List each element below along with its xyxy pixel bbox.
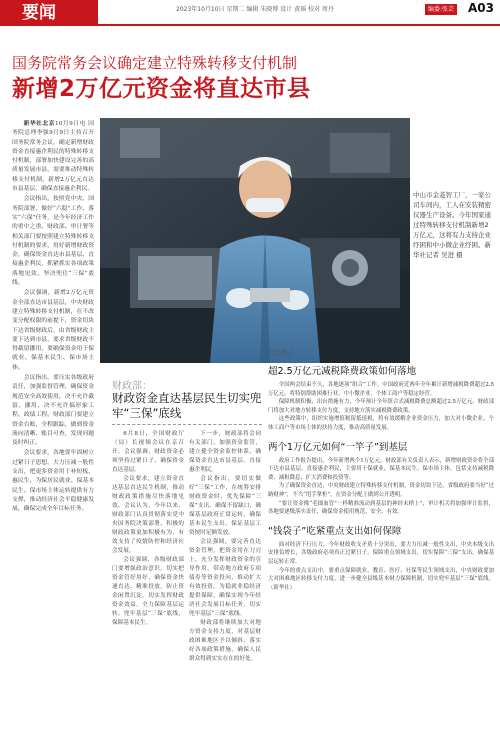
focus-column (268, 346, 494, 746)
article-paragraph: 会议指出，要压实各级政府责任，加强监督管理，确保资金规范安全高效使用，决不允许截留、挪用，决不允许搞形象工程、政绩工程。财政部门要建立资金台账，全程跟踪，做到资金流向清晰、账目可查，发现问题及时纠正。 (12, 375, 94, 447)
sub-article-kicker: 财政部： (112, 381, 152, 392)
article-paragraph: 会议要求，各地要牢固树立过紧日子思想，大力压减一般性支出，把更多资金用于补短板、惠民生，为保居民就业、保基本民生、保市场主体运转提供有力支撑，推动经济社会平稳健康发展，确保完成全年目标任务。 (12, 450, 94, 513)
article-paragraph: 会议要求，建立资金直达基层直达民生机制，推动财政政策措施尽快落地见效。会议认为，今年以来，财政部门认真贯彻落实党中央国务院决策部署，积极的财政政策更加积极有为，有效支持了疫情防控和经济社会发展。 (112, 476, 184, 554)
photo-caption: 中山市金菱智工厂，一家公司车间内，工人在安装精密仪器生产设备。今年国家通过特殊转移支付机制新增2万亿元，这将有力支持企业纾困和中小微企业纾困。新华社记者 吴进 摄 (413, 191, 491, 259)
sub-article-column-2 (189, 430, 261, 740)
article-paragraph: 会议强调，各级财政部门要增强政治意识，切实把资金管好用好，确保资金快速直达、精准投放，防止资金闲置沉淀，切实发挥财政资金效益，全力保障基层运转，兜牢基层“三保”底线，保障基本民生。 (112, 557, 184, 626)
divider (112, 424, 262, 425)
focus-title-3: “钱袋子”吃紧重点支出如何保障 (268, 525, 402, 537)
article-paragraph: 政府工作报告提出，今年新增两个1万亿元。财政部有关负责人表示，新增财政资金将全部下达市县基层，直接惠企利民，主要用于保就业、保基本民生、保市场主体，包括支持减税降费、减租降息、扩大消费和投资等。 (268, 457, 494, 481)
focus-kicker: 关注焦点 (268, 349, 294, 357)
article-paragraph: 会议指出，按照党中央、国务院部署，做好“六稳”工作、落实“六保”任务，是今年经济工作的重中之重。财政部、审计署等相关部门要按照建立特殊转移支付机制的要求，用好新增财政资金，确保资金直达市县基层、直接惠企利民，抓紧抓实各项政策落地见效，坚决兜住“三保”底线。 (12, 196, 94, 287)
news-photo (100, 118, 410, 363)
focus-body-2 (268, 457, 494, 517)
focus-title-1: 超2.5万亿元减税降费政策如何落地 (268, 366, 417, 377)
article-paragraph: 为了确保资金直达，中央财政建立特殊转移支付机制，资金切块下达，省级政府要当好“过路财神”，不当“甩手掌柜”，在资金分配上做到公开透明。 (268, 483, 494, 498)
article-paragraph: 今年的重点支出中，要重点保障就业、教育、医疗、社保等民生领域支出，中央财政要加大对困难地区转移支付力度，进一步健全县级基本财力保障机制，切实兜牢基层“三保”底线。（新华社） (268, 567, 494, 591)
article-paragraph: 财政部将继续加大对地方资金支持力度，对基层财政困难地区予以倾斜，落实好各项政策措施，确保人民群众得到实实在在的好处。 (189, 620, 261, 662)
sub-article-title: 财政资金直达基层民生切实兜牢“三保”底线 (112, 391, 262, 420)
byline: 新华社北京 (23, 121, 55, 127)
article-paragraph: 会议指出，要切实做好“三保”工作，在统筹安排财政资金时，优先保障“三保”支出，确保不留缺口，确保基层政府正常运转，确保基本民生支出，保证基层工资按时足额发放。 (189, 476, 261, 536)
editor-badge: 编委:张芸 (425, 4, 457, 15)
main-headline: 新增2万亿元资金将直达市县 (12, 76, 311, 102)
article-paragraph: 会议强调，要完善直达资金管理，把资金用在刀刃上，充分发挥财政资金的引导作用，带动地方政府专项债券等资金投向，推动扩大有效投资，为稳就业稳经济提供保障，确保实现今年经济社会发展目标任务，切实兜牢基层“三保”底线。 (189, 539, 261, 617)
sub-article-column-1 (112, 430, 184, 740)
focus-body-3 (268, 541, 494, 593)
focus-title-2: 两个1万亿元如何“一竿子”到基层 (268, 441, 408, 453)
section-tab: 要闻 (0, 0, 98, 26)
page-number: A03 (468, 1, 494, 15)
header-rule (0, 24, 500, 26)
headline-kicker: 国务院常务会议确定建立特殊转移支付机制 (12, 54, 298, 72)
lead-paragraph: 新华社北京10月9日电 国务院总理李强9月9日主持召开国务院常务会议，确定新增财政资金直接惠企利民的特殊转移支付机制，部署加快建设完善的高质量发展市县，需要推动特殊转移支付机制、新增2万亿元直达市县基层，确保直接惠企利民。 (12, 121, 94, 193)
article-paragraph: 面对经济下行压力，今年财政收支矛盾十分突出，要大力压减一般性支出，中央本级支出安排负增长，各级政府必须真正过紧日子，保障重点领域支出，切实保障“三保”支出，确保基层运转正常。 (268, 541, 494, 565)
lead-article-column (12, 120, 94, 740)
article-paragraph: 下一步，财政部将会同有关部门，加强资金监管，建立健全资金监控体系，确保资金直达市县基层、直接惠企利民。 (189, 431, 261, 473)
article-paragraph: 会议强调，新增2万亿元资金全部直达市县基层，中央财政建立特殊转移支付机制，在不改变分配权限的前提下，资金切块下达省级财政后，由省级财政主要下达到市县，要求省级财政不得截留挪用，要确保资金用于保就业、保基本民生、保市场主体。 (12, 290, 94, 371)
page-header (0, 0, 500, 26)
article-paragraph: 6月8日，全国财政厅（局）长视频会议在京召开，会议强调，财政资金必须坚持过紧日子，确保资金直达基层。 (112, 431, 184, 473)
article-paragraph: 全国两会结束不久，各地逐项“组合”工作。中国政府近两年全年累计新增减税降费超过2.5万亿元，将特别帮助困难行业、中小微企业、个体工商户等稳定经营。 (268, 382, 494, 397)
article-paragraph: “要让资金像“毛细血管”一样精准流动到基层的神经末梢上”，审计机关将加强审计监督，各地要逐级落实责任，确保资金使用规范、安全、有效。 (268, 500, 494, 516)
article-paragraph: 这些政策中，组织实施增值税留抵退税，将有效缓解企业资金压力，加大对小微企业、个体工商户等市场主体的扶持力度，推动高质量发展。 (268, 416, 494, 431)
date-line: 2023年10月10日 星期二 编辑 朱晓博 设计 黄瑶 校对 周丹 (176, 6, 334, 13)
factory-worker-photo (100, 118, 410, 363)
focus-body-1 (268, 381, 494, 433)
article-paragraph: 保障机制积极，出台措施有力，今年预计全年组合式减税降费总额超过2.5万亿元。财政部门将加大对地方转移支付力度，支持地方落实减税降费政策。 (268, 399, 494, 414)
